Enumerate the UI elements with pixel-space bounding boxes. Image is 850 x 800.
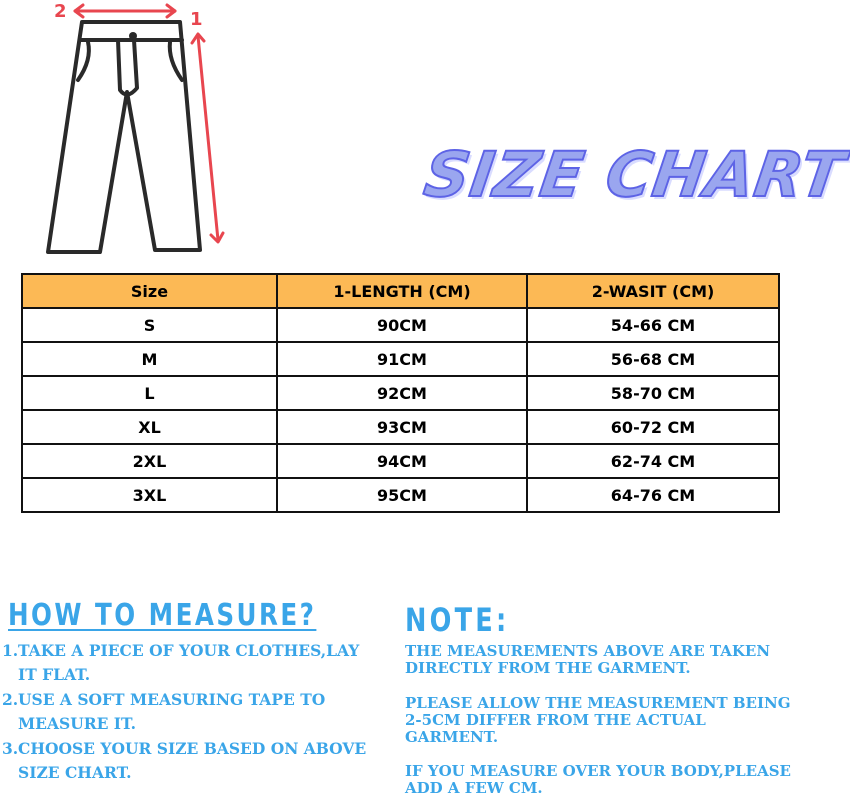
pants-pocket-right (170, 42, 182, 80)
step-number: 2. (2, 690, 19, 709)
table-row (22, 444, 779, 478)
cell-length: 93CM (277, 410, 527, 444)
header-size: Size (22, 274, 277, 308)
cell-length: 92CM (277, 376, 527, 410)
note-paragraph: PLEASE ALLOW THE MEASUREMENT BEING 2-5CM DIFFER FROM THE ACTUAL GARMENT. (405, 694, 791, 746)
cell-size: M (22, 342, 277, 376)
cell-waist: 60-72 CM (527, 410, 779, 444)
cell-length: 94CM (277, 444, 527, 478)
cell-length: 91CM (277, 342, 527, 376)
note-paragraph: THE MEASUREMENTS ABOVE ARE TAKEN DIRECTLY FROM THE GARMENT. (405, 642, 771, 677)
pants-outline (48, 22, 200, 252)
list-item (0, 688, 380, 736)
list-item (0, 639, 380, 687)
cell-waist: 62-74 CM (527, 444, 779, 478)
length-label: 1 (190, 9, 203, 30)
cell-size: L (22, 376, 277, 410)
cell-size: XL (22, 410, 277, 444)
table-row (22, 478, 779, 512)
cell-waist: 56-68 CM (527, 342, 779, 376)
table-header-row (22, 274, 779, 308)
step-text: TAKE A PIECE OF YOUR CLOTHES,LAY IT FLAT. (18, 641, 360, 684)
pants-button (129, 32, 137, 40)
length-arrow (198, 36, 218, 240)
table-row (22, 376, 779, 410)
how-to-measure-heading: HOW TO MEASURE? (8, 598, 317, 633)
header-length: 1-LENGTH (CM) (277, 274, 527, 308)
size-chart-title: SIZE CHART (419, 138, 850, 211)
cell-waist: 54-66 CM (527, 308, 779, 342)
waist-label: 2 (54, 1, 67, 22)
note-heading: NOTE: (405, 601, 510, 639)
cell-size: 2XL (22, 444, 277, 478)
pants-fly (118, 40, 137, 95)
step-number: 1. (2, 641, 19, 660)
size-table (21, 273, 780, 513)
note-paragraph: IF YOU MEASURE OVER YOUR BODY,PLEASE ADD A FEW CM. (405, 762, 791, 797)
cell-length: 90CM (277, 308, 527, 342)
step-text: USE A SOFT MEASURING TAPE TO MEASURE IT. (18, 690, 326, 733)
step-number: 3. (2, 739, 19, 758)
table-row (22, 410, 779, 444)
cell-size: S (22, 308, 277, 342)
table-row (22, 342, 779, 376)
cell-length: 95CM (277, 478, 527, 512)
cell-waist: 58-70 CM (527, 376, 779, 410)
table-row (22, 308, 779, 342)
cell-size: 3XL (22, 478, 277, 512)
pants-illustration (30, 0, 240, 260)
how-to-measure-steps (0, 639, 380, 786)
step-text: CHOOSE YOUR SIZE BASED ON ABOVE SIZE CHART. (18, 739, 367, 782)
cell-waist: 64-76 CM (527, 478, 779, 512)
list-item (0, 737, 380, 785)
header-waist: 2-WASIT (CM) (527, 274, 779, 308)
